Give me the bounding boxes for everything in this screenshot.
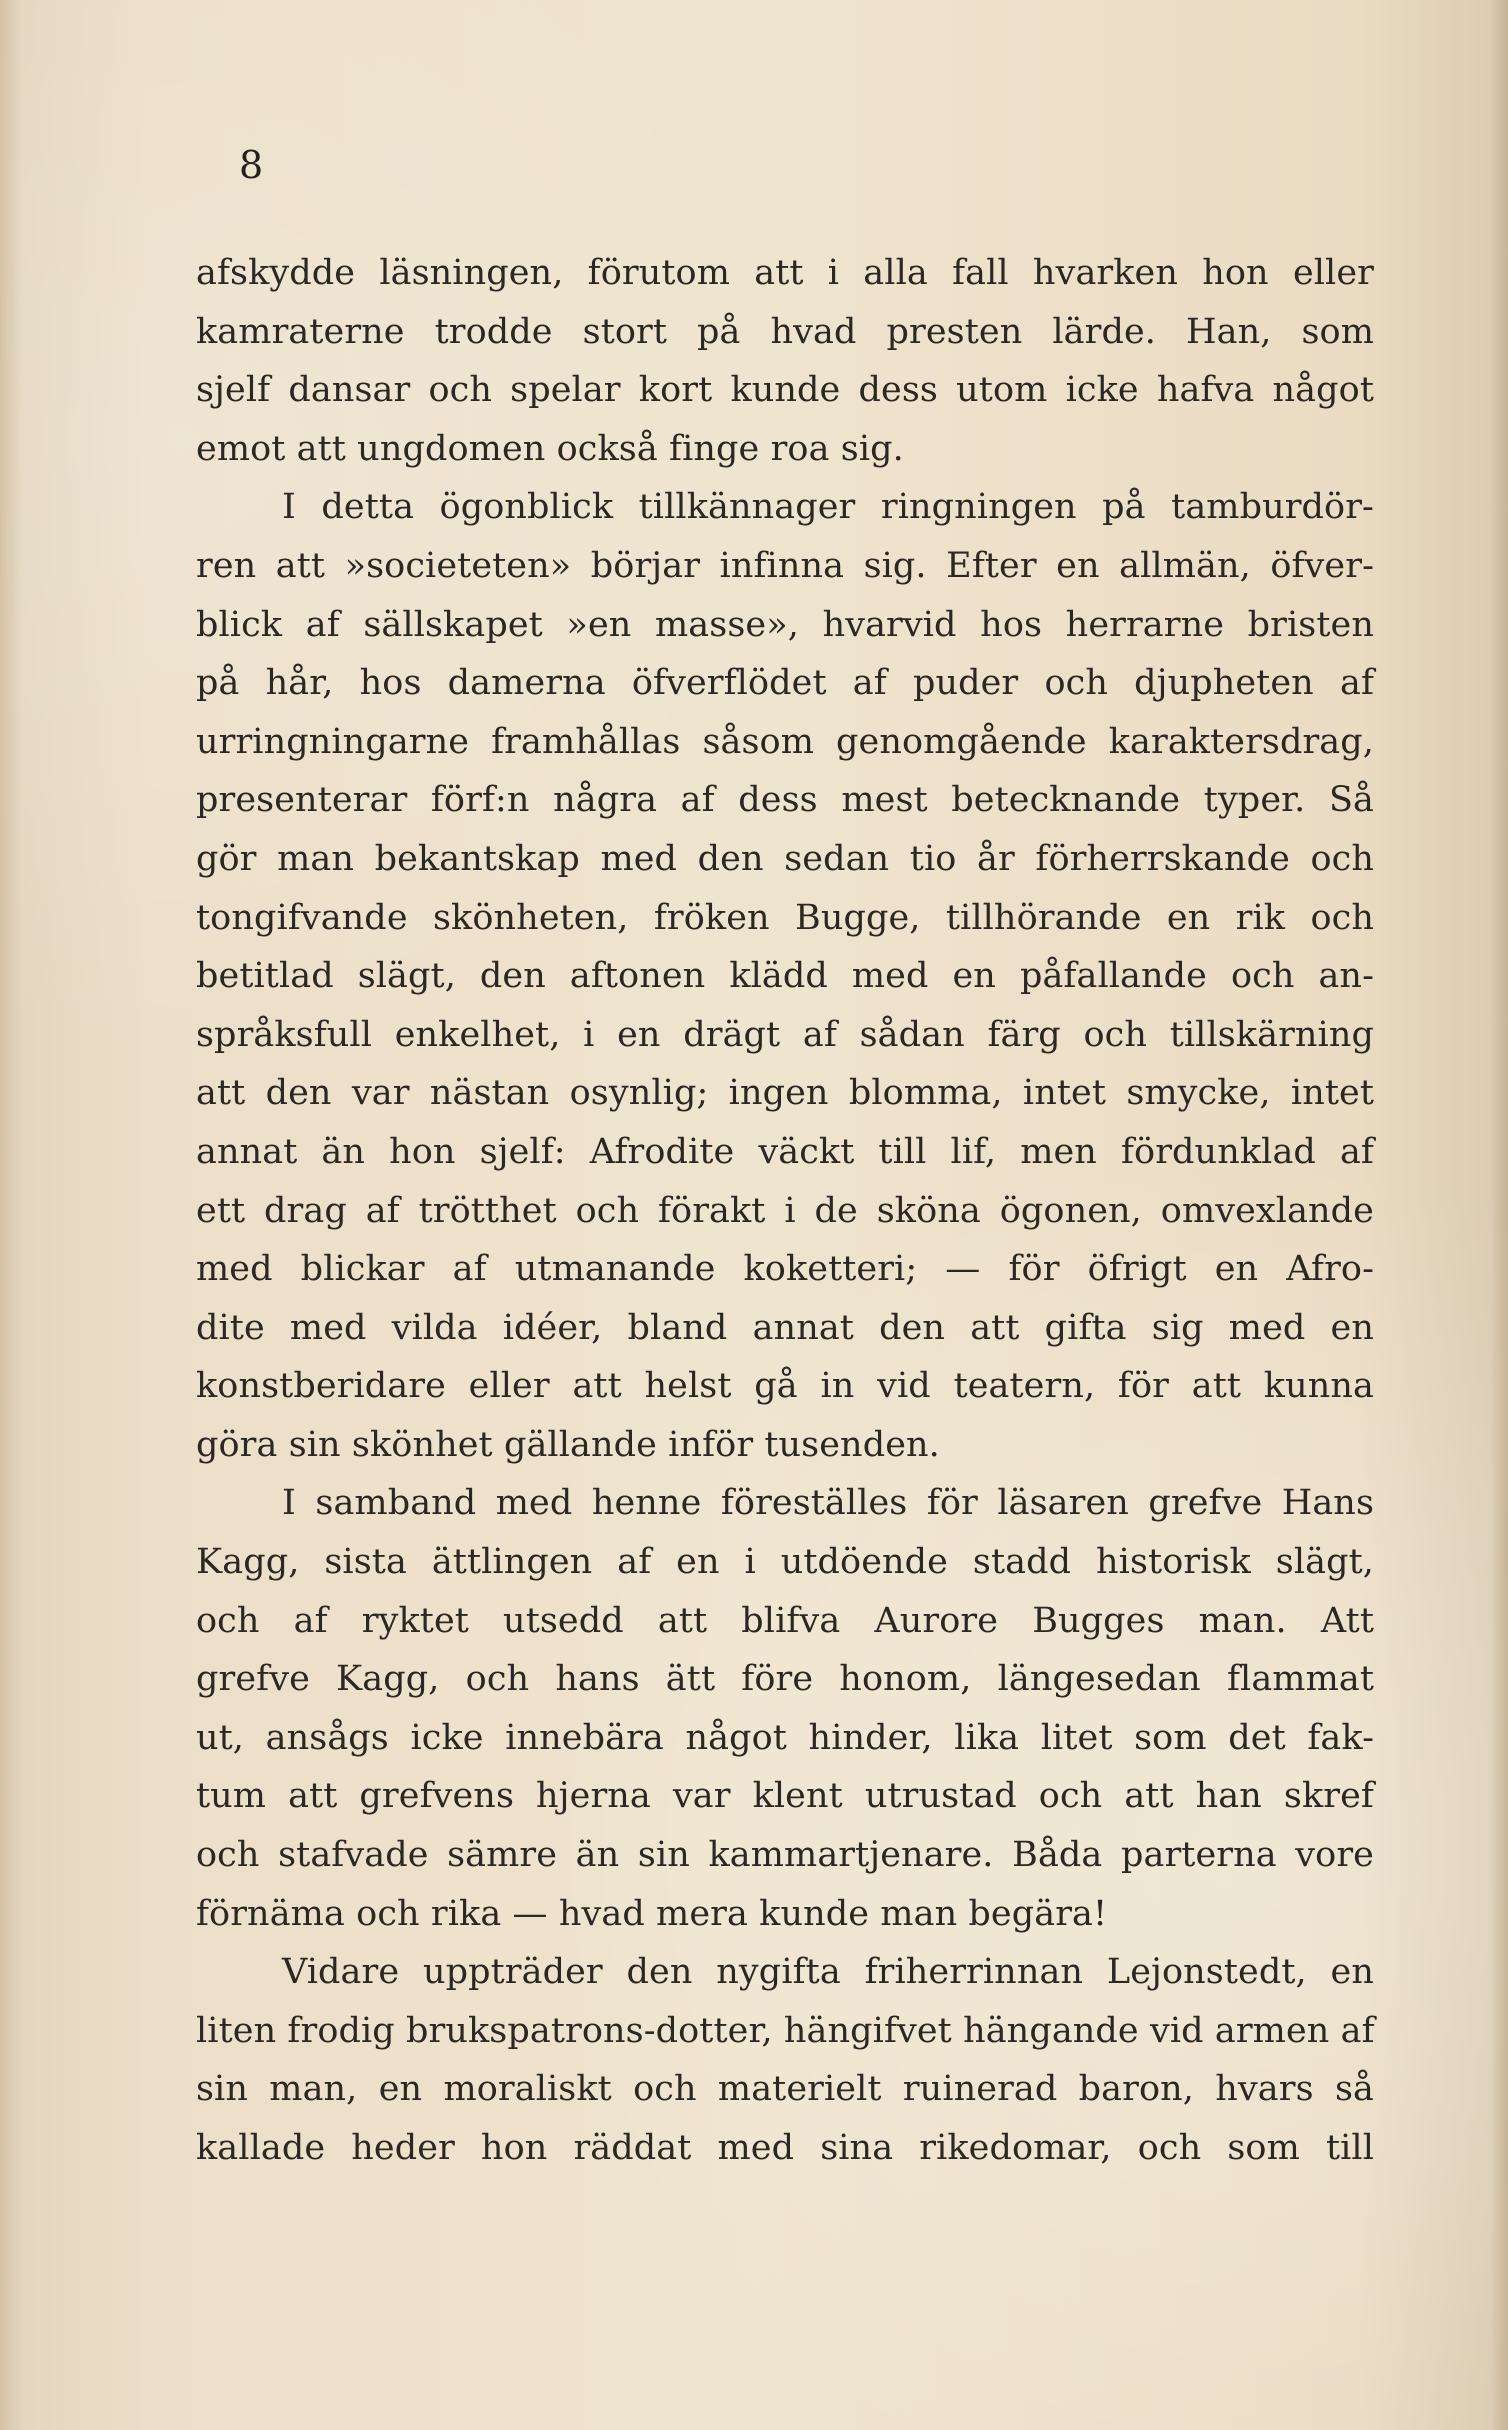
text-line: ren att »societeten» börjar infinna sig. Efter en allmän, öfver-: [196, 545, 1374, 586]
text-line: och af ryktet utsedd att blifva Aurore Bugges man. Att: [196, 1600, 1374, 1641]
text-line: på hår, hos damerna öfverflödet af puder och djupheten af: [196, 663, 1374, 704]
text-line: och stafvade sämre än sin kammartjenare. Båda parterna vore: [196, 1835, 1374, 1876]
text-line: ett drag af trötthet och förakt i de sköna ögonen, omvexlande: [196, 1190, 1374, 1231]
text-line: blick af sällskapet »en masse», hvarvid hos herrarne bristen: [196, 604, 1374, 645]
body-text: [196, 244, 1374, 2178]
text-line: annat än hon sjelf: Afrodite väckt till lif, men fördunklad af: [196, 1131, 1374, 1172]
text-line: konstberidare eller att helst gå in vid teatern, för att kunna: [196, 1366, 1374, 1407]
text-line: att den var nästan osynlig; ingen blomma, intet smycke, intet: [196, 1073, 1374, 1114]
text-line: sin man, en moraliskt och materielt ruinerad baron, hvars så: [196, 2069, 1374, 2110]
page-right-edge-shadow: [1490, 0, 1508, 2430]
text-line: med blickar af utmanande koketteri; — för öfrigt en Afro-: [196, 1249, 1374, 1290]
text-line: gör man bekantskap med den sedan tio år förherrskande och: [196, 838, 1374, 879]
text-line: afskydde läsningen, förutom att i alla fall hvarken hon eller: [196, 253, 1374, 293]
text-line: emot att ungdomen också finge roa sig.: [196, 428, 904, 469]
text-line: kamraterne trodde stort på hvad presten lärde. Han, som: [196, 311, 1374, 352]
text-line: presenterar förf:n några af dess mest betecknande typer. Så: [196, 780, 1374, 821]
page-number: 8: [239, 143, 264, 187]
page-left-edge-shadow: [0, 0, 22, 2430]
text-line: sjelf dansar och spelar kort kunde dess utom icke hafva något: [196, 370, 1374, 411]
text-line: betitlad slägt, den aftonen klädd med en påfallande och an-: [196, 956, 1374, 997]
text-line: språksfull enkelhet, i en drägt af sådan färg och tillskärning: [196, 1014, 1374, 1055]
text-line: dite med vilda idéer, bland annat den att gifta sig med en: [196, 1307, 1374, 1348]
text-line: I detta ögonblick tillkännager ringningen på tamburdör-: [282, 487, 1374, 528]
text-line: förnäma och rika — hvad mera kunde man begära!: [196, 1893, 1108, 1934]
text-line: tongifvande skönheten, fröken Bugge, tillhörande en rik och: [196, 897, 1374, 938]
text-line: I samband med henne föreställes för läsaren grefve Hans: [282, 1483, 1374, 1524]
text-line: ut, ansågs icke innebära något hinder, lika litet som det fak-: [196, 1717, 1374, 1758]
text-line: göra sin skönhet gällande inför tusenden.: [196, 1424, 940, 1465]
text-line: liten frodig brukspatrons-dotter, hängifvet hängande vid armen af: [196, 2010, 1375, 2051]
text-line: kallade heder hon räddat med sina rikedomar, och som till: [196, 2128, 1374, 2168]
text-line: urringningarne framhållas såsom genomgående karaktersdrag,: [196, 721, 1374, 762]
text-line: grefve Kagg, och hans ätt före honom, längesedan flammat: [196, 1659, 1374, 1700]
text-line: Kagg, sista ättlingen af en i utdöende stadd historisk slägt,: [196, 1542, 1374, 1583]
text-line: Vidare uppträder den nygifta friherrinnan Lejonstedt, en: [282, 1952, 1374, 1993]
text-line: tum att grefvens hjerna var klent utrustad och att han skref: [196, 1776, 1374, 1817]
